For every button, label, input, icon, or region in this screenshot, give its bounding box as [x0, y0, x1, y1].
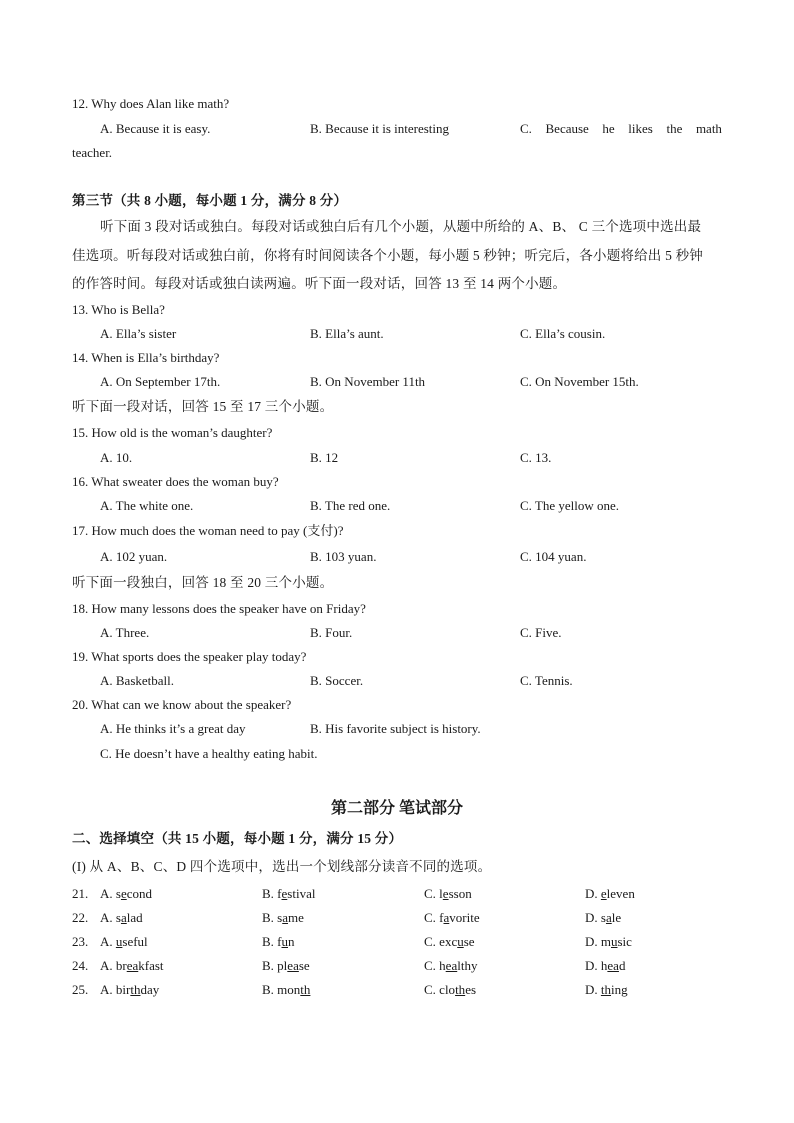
word-prefix: A. bir: [100, 982, 131, 997]
instruction-18-20: 听下面一段独白，回答 18 至 20 三个小题。: [72, 575, 334, 590]
option-15a: A. 10.: [100, 450, 133, 465]
word-prefix: B. pl: [262, 958, 288, 973]
underlined-letters: th: [455, 982, 466, 997]
question-12: 12. Why does Alan like math?: [72, 96, 230, 111]
word-prefix: A.: [100, 934, 116, 949]
word-suffix: leven: [606, 886, 635, 901]
question-16: 16. What sweater does the woman buy?: [72, 474, 279, 489]
word: C.: [520, 121, 532, 136]
word-prefix: D. s: [585, 910, 606, 925]
phonics-option-a: [100, 933, 148, 951]
phonics-number: 24.: [72, 958, 89, 973]
word-suffix: n: [288, 934, 295, 949]
option-15b: B. 12: [310, 450, 339, 465]
underlined-letters: th: [600, 982, 612, 997]
underlined-letters: th: [130, 982, 141, 997]
option-14a: A. On September 17th.: [100, 374, 221, 389]
phonics-option-d: [585, 933, 632, 951]
underlined-letters: e: [442, 886, 449, 901]
option-20a: A. He thinks it’s a great day: [100, 721, 246, 736]
word-suffix: sic: [617, 934, 632, 949]
phonics-number: 25.: [72, 982, 89, 997]
question-19: 19. What sports does the speaker play today?: [72, 649, 307, 664]
option-16c: C. The yellow one.: [520, 498, 620, 513]
option-18c: C. Five.: [520, 625, 562, 640]
option-20c: C. He doesn’t have a healthy eating habit.: [100, 746, 318, 761]
phonics-option-d: [585, 957, 625, 975]
section-3-title: 第三节（共 8 小题，每小题 1 分，满分 8 分）: [72, 193, 348, 208]
phonics-option-b: [262, 933, 295, 951]
word-suffix: le: [611, 910, 622, 925]
option-19c: C. Tennis.: [520, 673, 573, 688]
word-prefix: D.: [585, 886, 601, 901]
phonics-option-a: [100, 909, 143, 927]
option-12b: B. Because it is interesting: [310, 121, 450, 136]
word-suffix: se: [298, 958, 310, 973]
word: likes: [628, 121, 653, 136]
phonics-option-c: [424, 885, 472, 903]
word-prefix: A. s: [100, 886, 121, 901]
option-17c: C. 104 yuan.: [520, 549, 587, 564]
option-20b: B. His favorite subject is history.: [310, 721, 481, 736]
word-suffix: sson: [448, 886, 472, 901]
underlined-letters: a: [282, 910, 289, 925]
option-14b: B. On November 11th: [310, 374, 426, 389]
underlined-letters: th: [300, 982, 311, 997]
option-18b: B. Four.: [310, 625, 353, 640]
option-14c: C. On November 15th.: [520, 374, 639, 389]
underlined-letters: u: [457, 934, 464, 949]
word-suffix: se: [463, 934, 475, 949]
section-3-instruction-1: 听下面 3 段对话或独白。每段对话或独白后有几个小题，从题中所给的 A、B、 C 三个选项中选出最: [100, 219, 702, 234]
phonics-option-a: [100, 885, 152, 903]
word-suffix: ing: [611, 982, 628, 997]
option-19b: B. Soccer.: [310, 673, 364, 688]
underlined-letters: e: [281, 886, 288, 901]
word-suffix: kfast: [138, 958, 164, 973]
question-18: 18. How many lessons does the speaker have on Friday?: [72, 601, 366, 616]
phonics-option-c: [424, 909, 480, 927]
underlined-letters: u: [281, 934, 288, 949]
underlined-letters: ea: [287, 958, 299, 973]
word-prefix: D. h: [585, 958, 608, 973]
part-2-title: 第二部分 笔试部分: [330, 800, 463, 817]
word-prefix: C. h: [424, 958, 446, 973]
phonics-option-a: [100, 957, 164, 975]
phonics-number: 22.: [72, 910, 89, 925]
underlined-letters: a: [605, 910, 612, 925]
word-suffix: stival: [287, 886, 316, 901]
option-13b: B. Ella’s aunt.: [310, 326, 384, 341]
phonics-option-a: [100, 981, 159, 999]
word-suffix: seful: [122, 934, 148, 949]
underlined-letters: e: [600, 886, 607, 901]
option-17a: A. 102 yuan.: [100, 549, 168, 564]
phonics-option-c: [424, 981, 476, 999]
word-suffix: cond: [126, 886, 153, 901]
phonics-number: 21.: [72, 886, 89, 901]
section-3-instruction-3: 的作答时间。每段对话或独白读两遍。听下面一段对话，回答 13 至 14 两个小题。: [72, 276, 567, 291]
option-12a: A. Because it is easy.: [100, 121, 211, 136]
question-15: 15. How old is the woman’s daughter?: [72, 425, 273, 440]
underlined-letters: ea: [607, 958, 619, 973]
question-20: 20. What can we know about the speaker?: [72, 697, 292, 712]
option-16a: A. The white one.: [100, 498, 194, 513]
word-prefix: D. m: [585, 934, 611, 949]
instruction-15-17: 听下面一段对话，回答 15 至 17 三个小题。: [72, 399, 334, 414]
option-12c: [520, 120, 722, 138]
word-prefix: C. f: [424, 910, 444, 925]
question-17: 17. How much does the woman need to pay (支付)?: [72, 523, 344, 538]
question-13: 13. Who is Bella?: [72, 302, 165, 317]
phonics-number: 23.: [72, 934, 89, 949]
word-suffix: day: [140, 982, 160, 997]
word-suffix: lthy: [457, 958, 478, 973]
word-suffix: lad: [126, 910, 143, 925]
part-2-instruction: (I) 从 A、B、C、D 四个选项中，选出一个划线部分读音不同的选项。: [72, 859, 492, 874]
underlined-letters: u: [115, 934, 123, 949]
word-prefix: B. s: [262, 910, 283, 925]
section-3-instruction-2: 佳选项。听每段对话或独白前，你将有时间阅读各个小题，每小题 5 秒钟；听完后，各小题将给出 5 秒钟: [72, 248, 703, 263]
underlined-letters: u: [611, 934, 618, 949]
phonics-option-d: [585, 909, 621, 927]
underlined-letters: e: [120, 886, 127, 901]
word: Because: [545, 121, 589, 136]
phonics-option-d: [585, 981, 628, 999]
question-14: 14. When is Ella’s birthday?: [72, 350, 220, 365]
phonics-option-c: [424, 957, 477, 975]
word-prefix: B. mon: [262, 982, 301, 997]
option-12c-continued: teacher.: [72, 145, 113, 160]
phonics-option-b: [262, 909, 304, 927]
part-2-subtitle: 二、选择填空（共 15 小题，每小题 1 分，满分 15 分）: [72, 831, 403, 846]
word-prefix: C. exc: [424, 934, 458, 949]
option-15c: C. 13.: [520, 450, 552, 465]
underlined-letters: a: [443, 910, 450, 925]
phonics-option-b: [262, 957, 310, 975]
word-suffix: me: [288, 910, 304, 925]
option-16b: B. The red one.: [310, 498, 391, 513]
underlined-letters: a: [120, 910, 127, 925]
phonics-option-b: [262, 885, 315, 903]
option-18a: A. Three.: [100, 625, 150, 640]
option-13c: C. Ella’s cousin.: [520, 326, 606, 341]
word-prefix: C. l: [424, 886, 443, 901]
option-19a: A. Basketball.: [100, 673, 175, 688]
word-prefix: A. s: [100, 910, 121, 925]
phonics-option-d: [585, 885, 635, 903]
word-suffix: d: [618, 958, 626, 973]
word: he: [602, 121, 615, 136]
option-13a: A. Ella’s sister: [100, 326, 177, 341]
word: the: [666, 121, 683, 136]
word-suffix: es: [465, 982, 477, 997]
word-suffix: vorite: [449, 910, 480, 925]
word-prefix: D.: [585, 982, 601, 997]
word-prefix: B. f: [262, 934, 282, 949]
option-17b: B. 103 yuan.: [310, 549, 377, 564]
phonics-option-c: [424, 933, 475, 951]
underlined-letters: ea: [445, 958, 458, 973]
word-prefix: B. f: [262, 886, 282, 901]
word: math: [695, 121, 722, 136]
phonics-option-b: [262, 981, 310, 999]
word-prefix: A. br: [100, 958, 127, 973]
underlined-letters: ea: [126, 958, 139, 973]
word-prefix: C. clo: [424, 982, 456, 997]
